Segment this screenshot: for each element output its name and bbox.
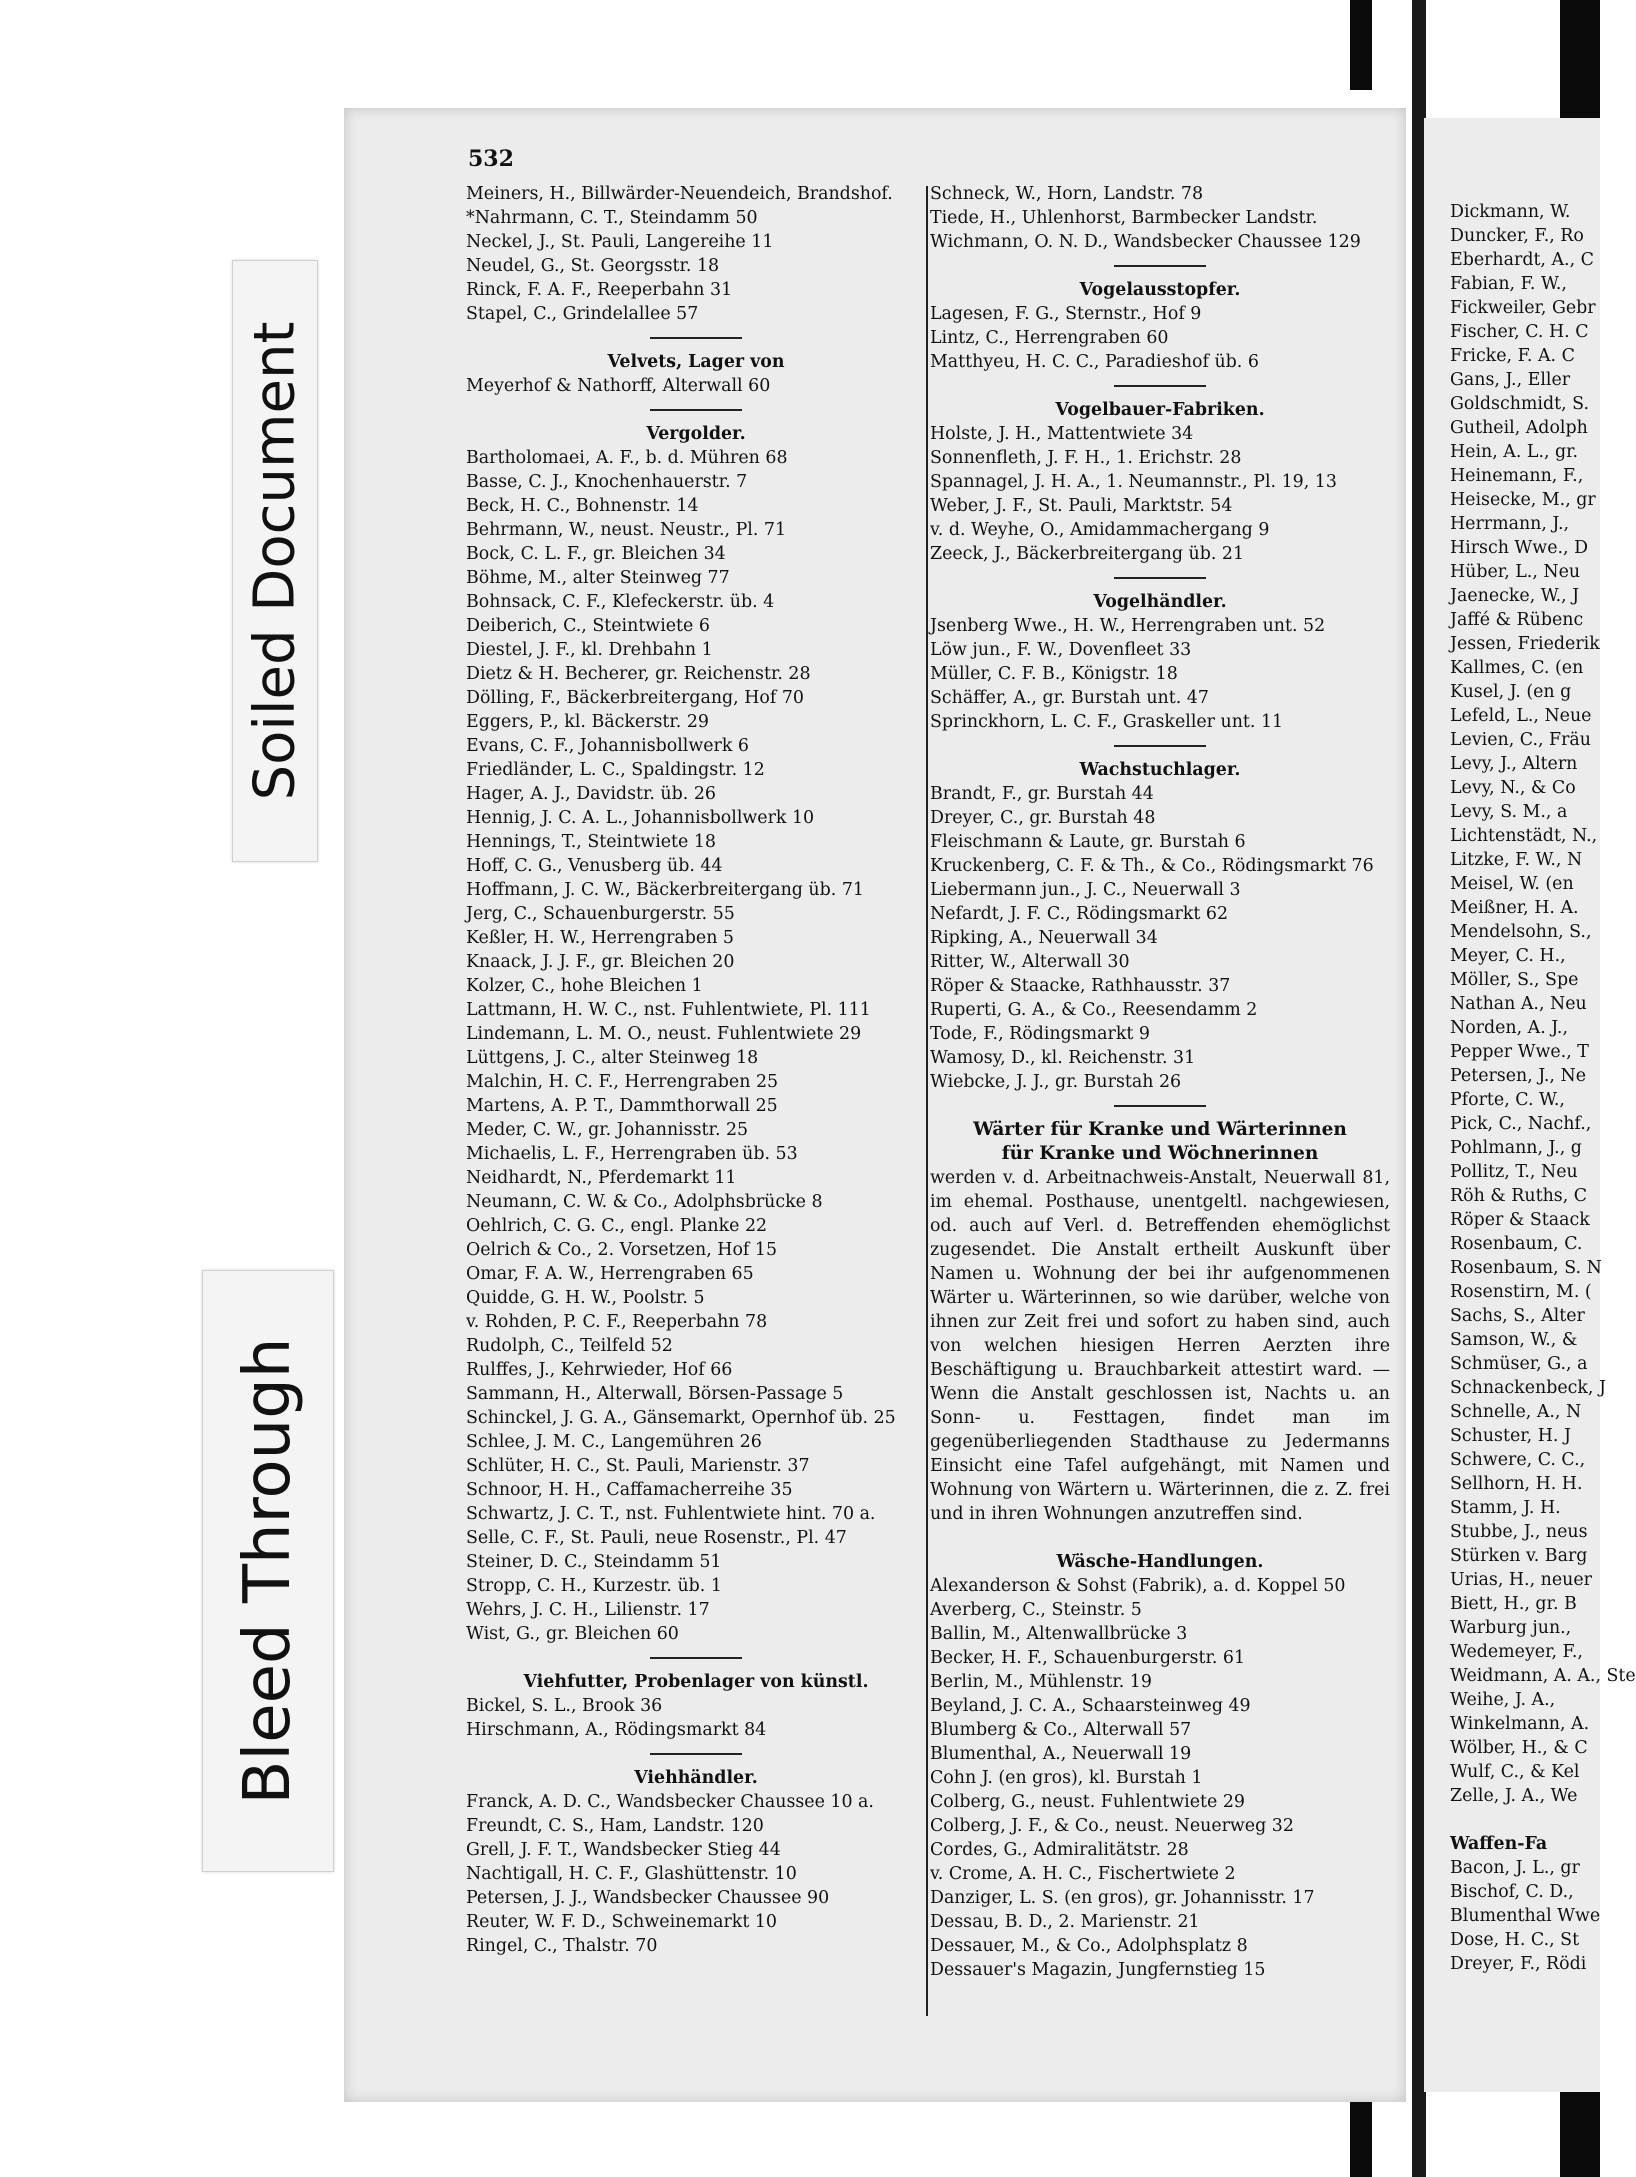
directory-entry: Wiebcke, J. J., gr. Burstah 26 (930, 1072, 1182, 1092)
directory-entry: Wist, G., gr. Bleichen 60 (466, 1624, 679, 1644)
directory-entry: Steiner, D. C., Steindamm 51 (466, 1552, 722, 1572)
directory-entry: Röper & Staacke, Rathhausstr. 37 (930, 976, 1231, 996)
directory-entry: Martens, A. P. T., Dammthorwall 25 (466, 1096, 778, 1116)
directory-entry: Lefeld, L., Neue (1450, 706, 1592, 726)
directory-entry: Holste, J. H., Mattentwiete 34 (930, 424, 1194, 444)
directory-entry: Dietz & H. Becherer, gr. Reichenstr. 28 (466, 664, 811, 684)
directory-entry: Fischer, C. H. C (1450, 322, 1589, 342)
directory-entry: Pepper Wwe., T (1450, 1042, 1589, 1062)
directory-entry: Neckel, J., St. Pauli, Langereihe 11 (466, 232, 774, 252)
directory-entry: Lindemann, L. M. O., neust. Fuhlentwiete 29 (466, 1024, 862, 1044)
directory-entry: Stürken v. Barg (1450, 1546, 1588, 1566)
directory-entry: Malchin, H. C. F., Herrengraben 25 (466, 1072, 779, 1092)
directory-entry: Oehlrich, C. G. C., engl. Planke 22 (466, 1216, 768, 1236)
directory-entry: Stapel, C., Grindelallee 57 (466, 304, 699, 324)
directory-entry: Becker, H. F., Schauenburgerstr. 61 (930, 1648, 1246, 1668)
directory-entry: Rosenbaum, C. (1450, 1234, 1583, 1254)
directory-entry: Urias, H., neuer (1450, 1570, 1592, 1590)
directory-entry: Kruckenberg, C. F. & Th., & Co., Rödingsmarkt 76 (930, 856, 1374, 876)
section-heading: Viehfutter, Probenlager von künstl. (523, 1672, 869, 1692)
directory-entry: Keßler, H. W., Herrengraben 5 (466, 928, 734, 948)
directory-entry: Nachtigall, H. C. F., Glashüttenstr. 10 (466, 1864, 797, 1884)
directory-entry: Sellhorn, H. H. (1450, 1474, 1583, 1494)
directory-entry: Jaffé & Rübenc (1450, 610, 1584, 630)
directory-entry: Franck, A. D. C., Wandsbecker Chaussee 10 a. (466, 1792, 874, 1812)
directory-entry: Danziger, L. S. (en gros), gr. Johannisstr. 17 (930, 1888, 1315, 1908)
directory-entry: Omar, F. A. W., Herrengraben 65 (466, 1264, 754, 1284)
directory-entry: Dessauer, M., & Co., Adolphsplatz 8 (930, 1936, 1248, 1956)
directory-entry: Dose, H. C., St (1450, 1930, 1580, 1950)
section-rule (930, 734, 1390, 758)
directory-entry: Eberhardt, A., C (1450, 250, 1594, 270)
directory-entry: Stropp, C. H., Kurzestr. üb. 1 (466, 1576, 722, 1596)
directory-entry: Weihe, J. A., (1450, 1690, 1556, 1710)
directory-entry: Wamosy, D., kl. Reichenstr. 31 (930, 1048, 1196, 1068)
directory-entry: Beyland, J. C. A., Schaarsteinweg 49 (930, 1696, 1251, 1716)
section-heading: Velvets, Lager von (607, 352, 785, 372)
directory-entry: Sachs, S., Alter (1450, 1306, 1585, 1326)
directory-entry: Schwere, C. C., (1450, 1450, 1586, 1470)
directory-entry: Pforte, C. W., (1450, 1090, 1565, 1110)
section-rule (466, 398, 926, 422)
directory-entry: Meiners, H., Billwärder-Neuendeich, Brandshof. (466, 184, 893, 204)
directory-entry: Cohn J. (en gros), kl. Burstah 1 (930, 1768, 1203, 1788)
directory-entry: Heinemann, F., (1450, 466, 1584, 486)
directory-entry: Jsenberg Wwe., H. W., Herrengraben unt. 52 (930, 616, 1326, 636)
directory-entry: Herrmann, J., (1450, 514, 1570, 534)
directory-entry: Spannagel, J. H. A., 1. Neumannstr., Pl. 19, 13 (930, 472, 1337, 492)
directory-entry: Selle, C. F., St. Pauli, neue Rosenstr., Pl. 47 (466, 1528, 847, 1548)
directory-entry: Wulf, C., & Kel (1450, 1762, 1580, 1782)
directory-entry: Cordes, G., Admiralitätstr. 28 (930, 1840, 1189, 1860)
directory-entry: Sonnenfleth, J. F. H., 1. Erichstr. 28 (930, 448, 1242, 468)
bleed-through-label: Bleed Through (231, 1337, 305, 1805)
directory-entry: Schnackenbeck, J (1450, 1378, 1606, 1398)
directory-entry: Sprinckhorn, L. C. F., Graskeller unt. 11 (930, 712, 1284, 732)
directory-entry: Lintz, C., Herrengraben 60 (930, 328, 1169, 348)
directory-entry: Röh & Ruths, C (1450, 1186, 1588, 1206)
section-rule (466, 326, 926, 350)
directory-entry: Winkelmann, A. (1450, 1714, 1590, 1734)
page-number: 532 (468, 146, 514, 172)
directory-entry: Dessau, B. D., 2. Marienstr. 21 (930, 1912, 1200, 1932)
section-rule (466, 1646, 926, 1670)
directory-entry: Averberg, C., Steinstr. 5 (930, 1600, 1142, 1620)
section-heading: Vogelhändler. (1093, 592, 1227, 612)
directory-entry: Zelle, J. A., We (1450, 1786, 1578, 1806)
directory-entry: Fabian, F. W., (1450, 274, 1567, 294)
directory-entry: Bickel, S. L., Brook 36 (466, 1696, 663, 1716)
directory-entry: Schneck, W., Horn, Landstr. 78 (930, 184, 1204, 204)
directory-entry: Levien, C., Fräu (1450, 730, 1591, 750)
directory-entry: Pohlmann, J., g (1450, 1138, 1582, 1158)
directory-entry: Schlee, J. M. C., Langemühren 26 (466, 1432, 762, 1452)
directory-entry: Rinck, F. A. F., Reeperbahn 31 (466, 280, 733, 300)
directory-entry: Norden, A. J., (1450, 1018, 1568, 1038)
section-rule (930, 1094, 1390, 1118)
directory-entry: Levy, J., Altern (1450, 754, 1578, 774)
left-column (466, 182, 926, 1958)
directory-entry: Quidde, G. H. W., Poolstr. 5 (466, 1288, 705, 1308)
directory-entry: Liebermann jun., J. C., Neuerwall 3 (930, 880, 1241, 900)
directory-entry: Stubbe, J., neus (1450, 1522, 1588, 1542)
directory-entry: Bock, C. L. F., gr. Bleichen 34 (466, 544, 726, 564)
directory-entry: Blumenthal, A., Neuerwall 19 (930, 1744, 1192, 1764)
directory-entry: Oelrich & Co., 2. Vorsetzen, Hof 15 (466, 1240, 778, 1260)
directory-entry: Rudolph, C., Teilfeld 52 (466, 1336, 673, 1356)
directory-entry: Ruperti, G. A., & Co., Reesendamm 2 (930, 1000, 1258, 1020)
directory-entry: Matthyeu, H. C. C., Paradieshof üb. 6 (930, 352, 1259, 372)
directory-entry: Kusel, J. (en g (1450, 682, 1572, 702)
directory-entry: Weidmann, A. A., Ste (1450, 1666, 1636, 1686)
directory-entry: Hennings, T., Steintwiete 18 (466, 832, 716, 852)
directory-entry: Jaenecke, W., J (1450, 586, 1580, 606)
directory-entry: Schinckel, J. G. A., Gänsemarkt, Opernhof üb. 25 (466, 1408, 896, 1428)
directory-entry: Weber, J. F., St. Pauli, Marktstr. 54 (930, 496, 1233, 516)
directory-entry: Heisecke, M., gr (1450, 490, 1596, 510)
directory-entry: Rulffes, J., Kehrwieder, Hof 66 (466, 1360, 733, 1380)
directory-entry: Hager, A. J., Davidstr. üb. 26 (466, 784, 716, 804)
directory-entry: Duncker, F., Ro (1450, 226, 1584, 246)
section-heading: Wachstuchlager. (1079, 760, 1241, 780)
directory-entry: Pick, C., Nachf., (1450, 1114, 1592, 1134)
directory-entry: Diestel, J. F., kl. Drehbahn 1 (466, 640, 713, 660)
directory-entry: Hoff, C. G., Venusberg üb. 44 (466, 856, 723, 876)
directory-entry (1450, 1808, 1610, 1832)
directory-entry: Hennig, J. C. A. L., Johannisbollwerk 10 (466, 808, 815, 828)
directory-entry: Litzke, F. W., N (1450, 850, 1583, 870)
section-heading: Vergolder. (646, 424, 746, 444)
directory-entry: Ringel, C., Thalstr. 70 (466, 1936, 658, 1956)
directory-entry: Behrmann, W., neust. Neustr., Pl. 71 (466, 520, 787, 540)
directory-entry: Meisel, W. (en (1450, 874, 1574, 894)
section-heading: Wäsche-Handlungen. (1056, 1552, 1264, 1572)
directory-entry: Bischof, C. D., (1450, 1882, 1574, 1902)
directory-entry: Blumberg & Co., Alterwall 57 (930, 1720, 1192, 1740)
directory-entry: Fickweiler, Gebr (1450, 298, 1596, 318)
directory-entry: Schwartz, J. C. T., nst. Fuhlentwiete hint. 70 a. (466, 1504, 876, 1524)
directory-entry: Jessen, Friederik (1450, 634, 1600, 654)
directory-entry: Schmüser, G., a (1450, 1354, 1588, 1374)
directory-entry: Neidhardt, N., Pferdemarkt 11 (466, 1168, 737, 1188)
section-heading: Wärter für Kranke und Wärterinnen (973, 1119, 1347, 1140)
directory-entry: Dickmann, W. (1450, 202, 1571, 222)
directory-entry: Mendelsohn, S., (1450, 922, 1592, 942)
directory-entry: v. Rohden, P. C. F., Reeperbahn 78 (466, 1312, 768, 1332)
directory-entry: Möller, S., Spe (1450, 970, 1579, 990)
directory-entry: Rosenbaum, S. N (1450, 1258, 1602, 1278)
directory-entry: Dessauer's Magazin, Jungfernstieg 15 (930, 1960, 1266, 1980)
section-heading: Vogelausstopfer. (1079, 280, 1241, 300)
directory-entry: Ripking, A., Neuerwall 34 (930, 928, 1158, 948)
directory-entry: Evans, C. F., Johannisbollwerk 6 (466, 736, 749, 756)
section-rule (466, 1742, 926, 1766)
section-heading: Vogelbauer-Fabriken. (1055, 400, 1265, 420)
directory-entry: Petersen, J., Ne (1450, 1066, 1586, 1086)
directory-entry: Lagesen, F. G., Sternstr., Hof 9 (930, 304, 1202, 324)
directory-entry: Wehrs, J. C. H., Lilienstr. 17 (466, 1600, 710, 1620)
directory-entry: Friedländer, L. C., Spaldingstr. 12 (466, 760, 765, 780)
directory-entry: Meyer, C. H., (1450, 946, 1566, 966)
directory-entry: Dölling, F., Bäckerbreitergang, Hof 70 (466, 688, 804, 708)
directory-entry: Tiede, H., Uhlenhorst, Barmbecker Landstr. (930, 208, 1318, 228)
directory-entry: Hirschmann, A., Rödingsmarkt 84 (466, 1720, 767, 1740)
directory-entry: Hirsch Wwe., D (1450, 538, 1589, 558)
directory-entry: Eggers, P., kl. Bäckerstr. 29 (466, 712, 709, 732)
directory-entry: Colberg, J. F., & Co., neust. Neuerweg 32 (930, 1816, 1294, 1836)
directory-entry: Dreyer, C., gr. Burstah 48 (930, 808, 1156, 828)
directory-entry: Hein, A. L., gr. (1450, 442, 1579, 462)
directory-entry: v. d. Weyhe, O., Amidammachergang 9 (930, 520, 1270, 540)
directory-entry: Biett, H., gr. B (1450, 1594, 1577, 1614)
directory-entry: Jerg, C., Schauenburgerstr. 55 (466, 904, 735, 924)
section-heading: für Kranke und Wöchnerinnen (1001, 1143, 1319, 1164)
directory-entry: *Nahrmann, C. T., Steindamm 50 (466, 208, 758, 228)
directory-entry: Rosenstirn, M. ( (1450, 1282, 1592, 1302)
directory-entry: Lüttgens, J. C., alter Steinweg 18 (466, 1048, 759, 1068)
directory-entry: Hoffmann, J. C. W., Bäckerbreitergang üb. 71 (466, 880, 864, 900)
directory-entry: Wedemeyer, F., (1450, 1642, 1583, 1662)
directory-entry: v. Crome, A. H. C., Fischertwiete 2 (930, 1864, 1236, 1884)
directory-entry: Sammann, H., Alterwall, Börsen-Passage 5 (466, 1384, 844, 1404)
right-column (1450, 200, 1636, 2080)
directory-entry: Goldschmidt, S. (1450, 394, 1589, 414)
directory-entry: Nathan A., Neu (1450, 994, 1587, 1014)
section-rule (930, 374, 1390, 398)
directory-entry: Zeeck, J., Bäckerbreitergang üb. 21 (930, 544, 1245, 564)
directory-entry: Böhme, M., alter Steinweg 77 (466, 568, 730, 588)
soiled-document-tab (232, 260, 318, 862)
directory-entry: Levy, N., & Co (1450, 778, 1576, 798)
bleed-through-tab (202, 1270, 334, 1872)
directory-entry: Bacon, J. L., gr (1450, 1858, 1580, 1878)
directory-entry: Schuster, H. J (1450, 1426, 1571, 1446)
directory-entry: Kolzer, C., hohe Bleichen 1 (466, 976, 703, 996)
spacer (930, 1526, 1390, 1550)
directory-entry: Knaack, J. J. F., gr. Bleichen 20 (466, 952, 735, 972)
directory-entry: Alexanderson & Sohst (Fabrik), a. d. Koppel 50 (930, 1576, 1346, 1596)
directory-entry: Levy, S. M., a (1450, 802, 1568, 822)
directory-entry: Meyerhof & Nathorff, Alterwall 60 (466, 376, 771, 396)
directory-entry: Michaelis, L. F., Herrengraben üb. 53 (466, 1144, 798, 1164)
directory-entry: Gutheil, Adolph (1450, 418, 1588, 438)
directory-entry: Gans, J., Eller (1450, 370, 1571, 390)
directory-entry: Fricke, F. A. C (1450, 346, 1575, 366)
directory-entry: Fleischmann & Laute, gr. Burstah 6 (930, 832, 1246, 852)
directory-entry: Schnoor, H. H., Caffamacherreihe 35 (466, 1480, 793, 1500)
directory-entry: Lichtenstädt, N., (1450, 826, 1598, 846)
directory-entry: Meißner, H. A. (1450, 898, 1579, 918)
section-rule (930, 566, 1390, 590)
middle-column (930, 182, 1390, 1982)
directory-entry: Kallmes, C. (en (1450, 658, 1584, 678)
directory-entry: Blumenthal Wwe (1450, 1906, 1601, 1926)
directory-entry: Hüber, L., Neu (1450, 562, 1581, 582)
directory-entry: Warburg jun., (1450, 1618, 1572, 1638)
directory-entry: Freundt, C. S., Ham, Landstr. 120 (466, 1816, 764, 1836)
directory-entry: Schlüter, H. C., St. Pauli, Marienstr. 37 (466, 1456, 810, 1476)
directory-entry: Bartholomaei, A. F., b. d. Mühren 68 (466, 448, 788, 468)
directory-entry: Wichmann, O. N. D., Wandsbecker Chaussee 129 (930, 232, 1361, 252)
directory-entry: Pollitz, T., Neu (1450, 1162, 1578, 1182)
directory-entry: Beck, H. C., Bohnenstr. 14 (466, 496, 699, 516)
column-divider (926, 186, 928, 2016)
directory-entry: Schnelle, A., N (1450, 1402, 1582, 1422)
directory-entry: Grell, J. F. T., Wandsbecker Stieg 44 (466, 1840, 781, 1860)
directory-entry: Schäffer, A., gr. Burstah unt. 47 (930, 688, 1209, 708)
directory-entry: Meder, C. W., gr. Johannisstr. 25 (466, 1120, 749, 1140)
directory-entry: Colberg, G., neust. Fuhlentwiete 29 (930, 1792, 1245, 1812)
directory-entry: Neumann, C. W. & Co., Adolphsbrücke 8 (466, 1192, 823, 1212)
directory-entry: Dreyer, F., Rödi (1450, 1954, 1587, 1974)
directory-entry: Nefardt, J. F. C., Rödingsmarkt 62 (930, 904, 1229, 924)
directory-entry: Ritter, W., Alterwall 30 (930, 952, 1130, 972)
directory-entry: Reuter, W. F. D., Schweinemarkt 10 (466, 1912, 777, 1932)
soiled-document-label: Soiled Document (242, 321, 308, 801)
directory-entry: Wölber, H., & C (1450, 1738, 1588, 1758)
directory-entry: Tode, F., Rödingsmarkt 9 (930, 1024, 1150, 1044)
directory-entry: Brandt, F., gr. Burstah 44 (930, 784, 1154, 804)
directory-entry: Petersen, J. J., Wandsbecker Chaussee 90 (466, 1888, 830, 1908)
directory-entry: Basse, C. J., Knochenhauerstr. 7 (466, 472, 748, 492)
scan-bar (1350, 0, 1372, 90)
section-heading: Waffen-Fa (1450, 1834, 1548, 1854)
directory-entry: Lattmann, H. W. C., nst. Fuhlentwiete, Pl. 111 (466, 1000, 871, 1020)
directory-entry: Müller, C. F. B., Königstr. 18 (930, 664, 1178, 684)
notice-paragraph: werden v. d. Arbeitnachweis-Anstalt, Neuerwall 81, im ehemal. Posthause, unentgeltl. nachgewiesen, od. auch auf Verl. d. Betreffenden ehemöglichst zugesendet. Die Anstalt ertheilt Auskunft über Namen u. Wohnung der bei ihr aufgenommenen Wärter u. Wärterinnen, so wie darüber, welche von ihnen zur Zeit frei und sofort zu haben sind, auch von welchen hiesigen Herren Aerzten ihre Beschäftigung u. Brauchbarkeit attestirt ward. — Wenn die Anstalt geschlossen ist, Nachts u. an Sonn- u. Festtagen, findet man im gegenüberliegenden Stadthause zu Jedermanns Einsicht eine Tafel aufgehängt, mit Namen und Wohnung von Wärtern u. Wärterinnen, die z. Z. frei und in ihren Wohnungen anzutreffen sind. (930, 1168, 1390, 1524)
directory-entry: Neudel, G., St. Georgsstr. 18 (466, 256, 720, 276)
section-rule (930, 254, 1390, 278)
scan-bar (1350, 2090, 1372, 2177)
directory-entry: Ballin, M., Altenwallbrücke 3 (930, 1624, 1188, 1644)
directory-entry: Deiberich, C., Steintwiete 6 (466, 616, 710, 636)
directory-entry: Bohnsack, C. F., Klefeckerstr. üb. 4 (466, 592, 775, 612)
directory-entry: Stamm, J. H. (1450, 1498, 1561, 1518)
section-heading: Viehhändler. (634, 1768, 758, 1788)
directory-entry: Samson, W., & (1450, 1330, 1578, 1350)
directory-entry: Löw jun., F. W., Dovenfleet 33 (930, 640, 1192, 660)
directory-entry: Röper & Staack (1450, 1210, 1590, 1230)
directory-entry: Berlin, M., Mühlenstr. 19 (930, 1672, 1152, 1692)
